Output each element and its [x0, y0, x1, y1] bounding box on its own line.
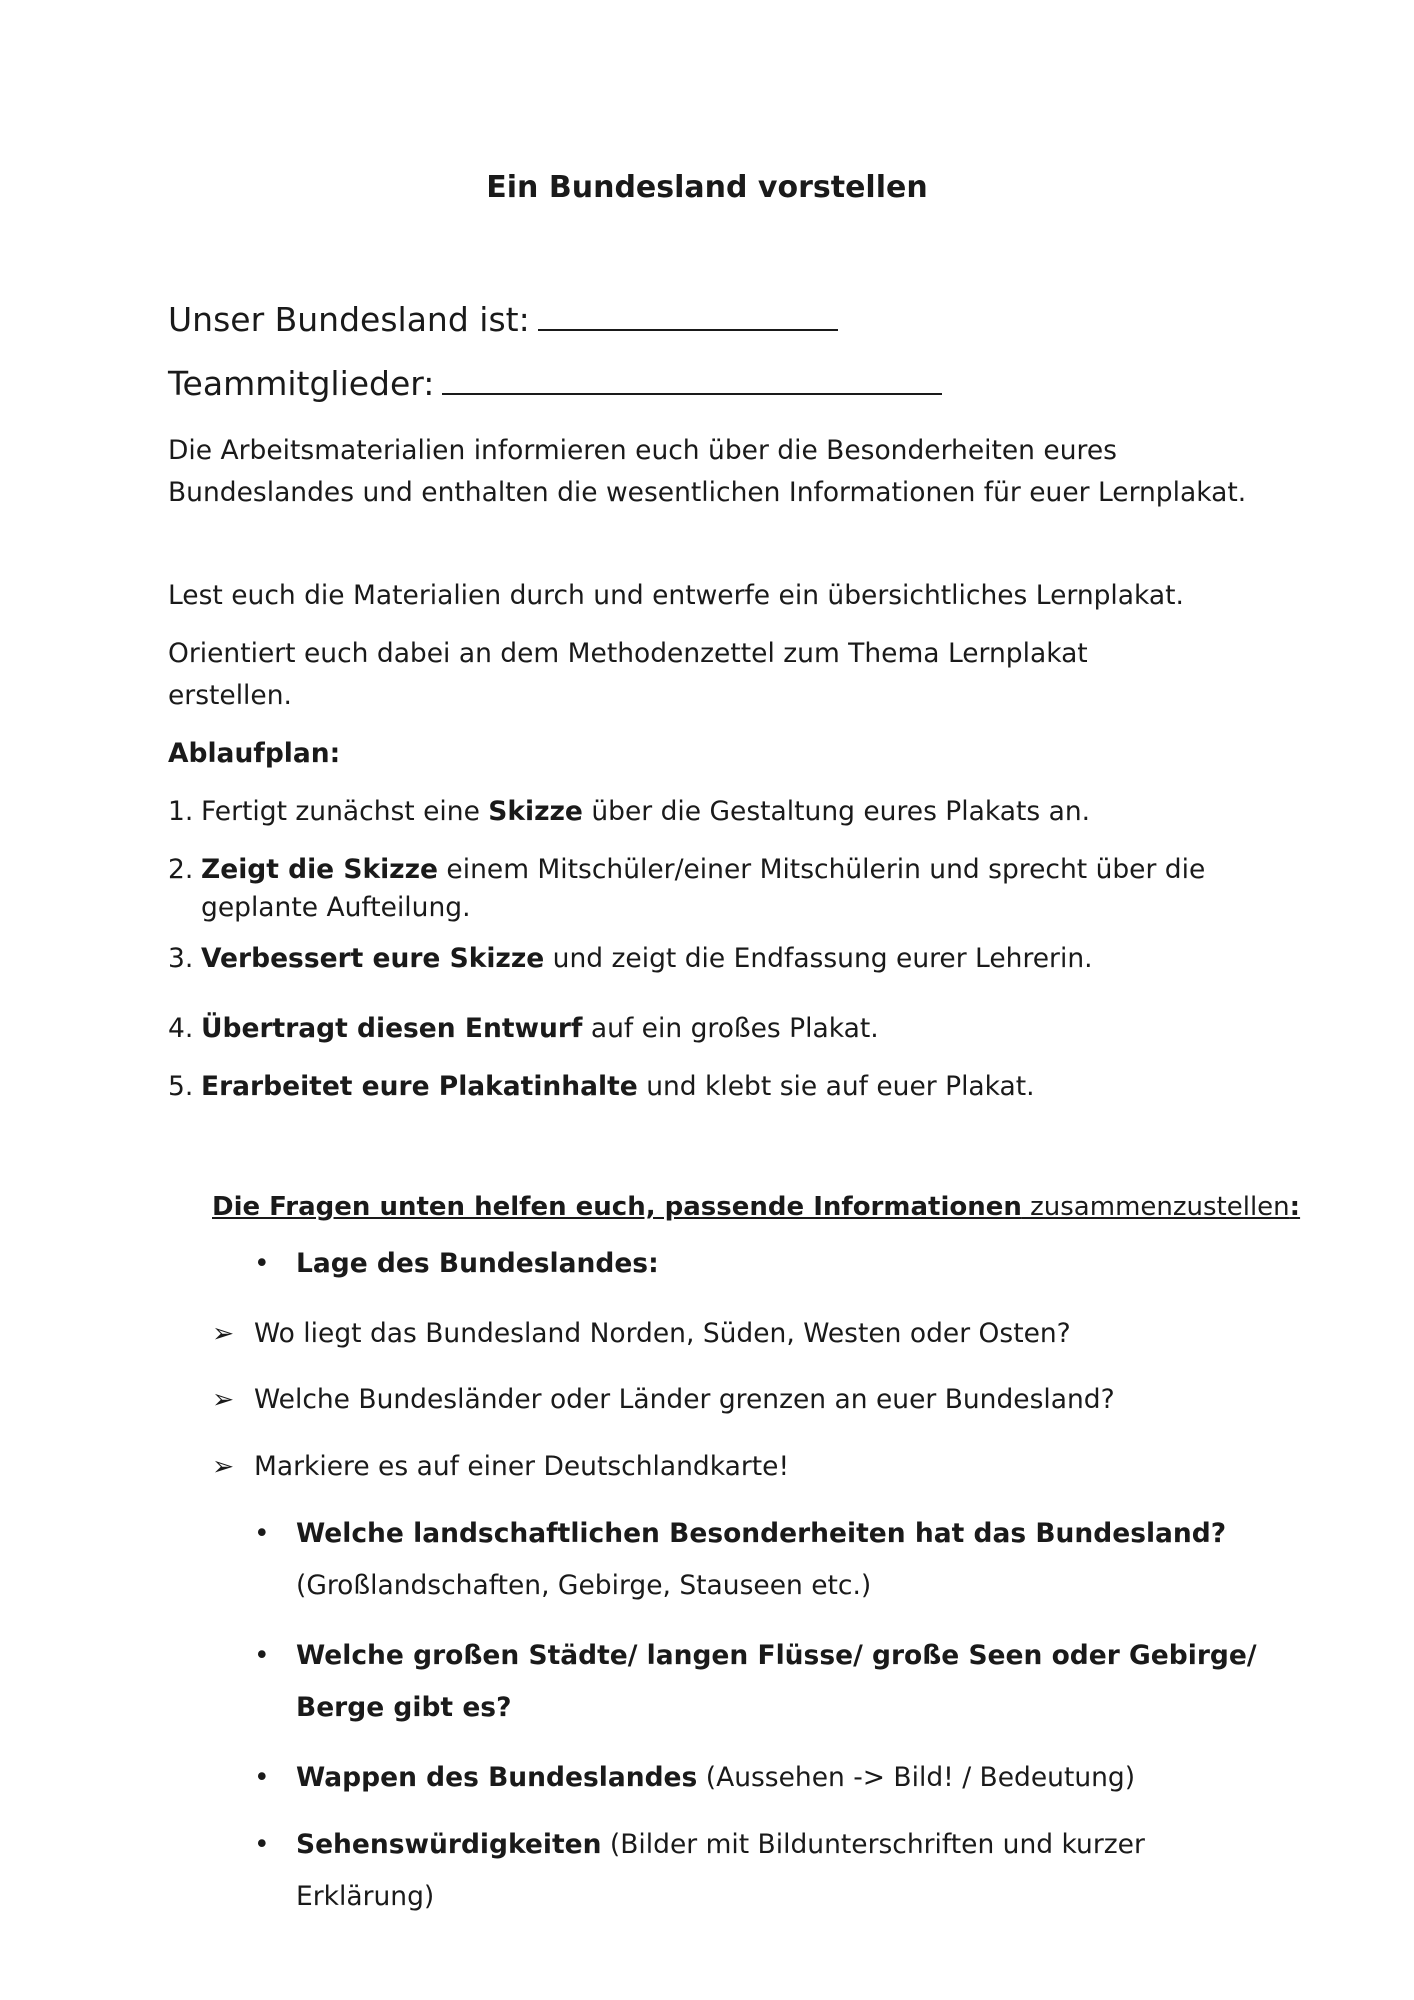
bundesland-blank-line[interactable]: [538, 301, 838, 331]
step-item: [168, 1010, 1268, 1048]
page-title: Ein Bundesland vorstellen: [486, 170, 928, 205]
bullet-text-normal: (Bilder mit Bildunterschriften und kurzer Erklärung): [296, 1829, 1145, 1912]
arrow-item: [212, 1384, 1115, 1415]
bullet-text-bold: Wappen des Bundeslandes: [296, 1762, 698, 1793]
bullet-text-bold: Lage des Bundeslandes:: [296, 1248, 659, 1279]
bullet-text-bold: Sehenswürdigkeiten: [296, 1829, 602, 1860]
arrow-right-icon: ➢: [212, 1318, 235, 1349]
arrow-item: [212, 1451, 789, 1482]
step-number: 4.: [168, 1013, 194, 1044]
ablaufplan-heading: Ablaufplan:: [168, 738, 341, 769]
bullet-item: [254, 1752, 1274, 1804]
step-item: [168, 1068, 1268, 1106]
bullet-text-normal: (Aussehen -> Bild! / Bedeutung): [697, 1762, 1136, 1793]
arrow-item-text: Welche Bundesländer oder Länder grenzen an euer Bundesland?: [254, 1384, 1115, 1415]
step-item: [168, 851, 1268, 927]
step-item: [168, 940, 1268, 978]
arrow-right-icon: ➢: [212, 1384, 235, 1415]
arrow-right-icon: ➢: [212, 1451, 235, 1482]
step-text-bold: Erarbeitet eure Plakatinhalte: [201, 1071, 638, 1102]
team-field: [168, 364, 942, 403]
bullet-item: [254, 1238, 1274, 1290]
step-number: 5.: [168, 1071, 194, 1102]
questions-heading-colon: :: [1289, 1192, 1301, 1222]
questions-heading-normal: zusammenzustellen: [1021, 1192, 1290, 1222]
questions-heading-bold: Die Fragen unten helfen euch, passende Informationen: [212, 1192, 1022, 1222]
bullet-dot-icon: •: [254, 1248, 270, 1279]
bullet-item: [254, 1630, 1274, 1734]
bullet-item: [254, 1819, 1274, 1923]
bullet-text-bold: Welche großen Städte/ langen Flüsse/ große Seen oder Gebirge/ Berge gibt es?: [296, 1640, 1257, 1723]
step-text-bold: Verbessert eure Skizze: [201, 943, 545, 974]
bullet-dot-icon: •: [254, 1518, 270, 1549]
step-text-post: auf ein großes Plakat.: [582, 1013, 879, 1044]
intro-paragraph-1: Die Arbeitsmaterialien informieren euch über die Besonderheiten eures Bundeslandes und enthalten die wesentlichen Informationen für euer Lernplakat.: [168, 435, 1247, 508]
bundesland-field: [168, 300, 838, 339]
step-text-post: und klebt sie auf euer Plakat.: [637, 1071, 1035, 1102]
step-text-post: einem Mitschüler/einer Mitschülerin und sprecht über die: [438, 854, 1206, 885]
step-text-bold: Zeigt die Skizze: [201, 854, 438, 885]
step-text-bold: Übertragt diesen Entwurf: [201, 1013, 583, 1044]
intro-paragraph-2: Lest euch die Materialien durch und entwerfe ein übersichtliches Lernplakat.: [168, 580, 1184, 611]
bullet-dot-icon: •: [254, 1829, 270, 1860]
step-text-post: und zeigt die Endfassung eurer Lehrerin.: [544, 943, 1093, 974]
team-blank-line[interactable]: [442, 365, 942, 395]
team-label: Teammitglieder:: [168, 364, 435, 403]
step-number: 3.: [168, 943, 194, 974]
arrow-item-text: Markiere es auf einer Deutschlandkarte!: [254, 1451, 790, 1482]
step-number: 2.: [168, 854, 194, 885]
step-text-post: über die Gestaltung eures Plakats an.: [582, 796, 1091, 827]
intro-paragraph-3: Orientiert euch dabei an dem Methodenzettel zum Thema Lernplakat erstellen.: [168, 638, 1088, 711]
step-text-continuation: geplante Aufteilung.: [201, 892, 471, 923]
bullet-item: [254, 1508, 1274, 1612]
step-text-bold: Skizze: [488, 796, 583, 827]
bullet-dot-icon: •: [254, 1640, 270, 1671]
bullet-text-normal: (Großlandschaften, Gebirge, Stauseen etc.): [296, 1570, 872, 1601]
bullet-dot-icon: •: [254, 1762, 270, 1793]
arrow-item-text: Wo liegt das Bundesland Norden, Süden, Westen oder Osten?: [254, 1318, 1071, 1349]
questions-heading: [212, 1192, 1300, 1222]
step-number: 1.: [168, 796, 194, 827]
arrow-item: [212, 1318, 1071, 1349]
step-item: [168, 793, 1268, 831]
step-text-pre: Fertigt zunächst eine: [201, 796, 489, 827]
bundesland-label: Unser Bundesland ist:: [168, 300, 530, 339]
bullet-text-bold: Welche landschaftlichen Besonderheiten hat das Bundesland?: [296, 1518, 1227, 1549]
